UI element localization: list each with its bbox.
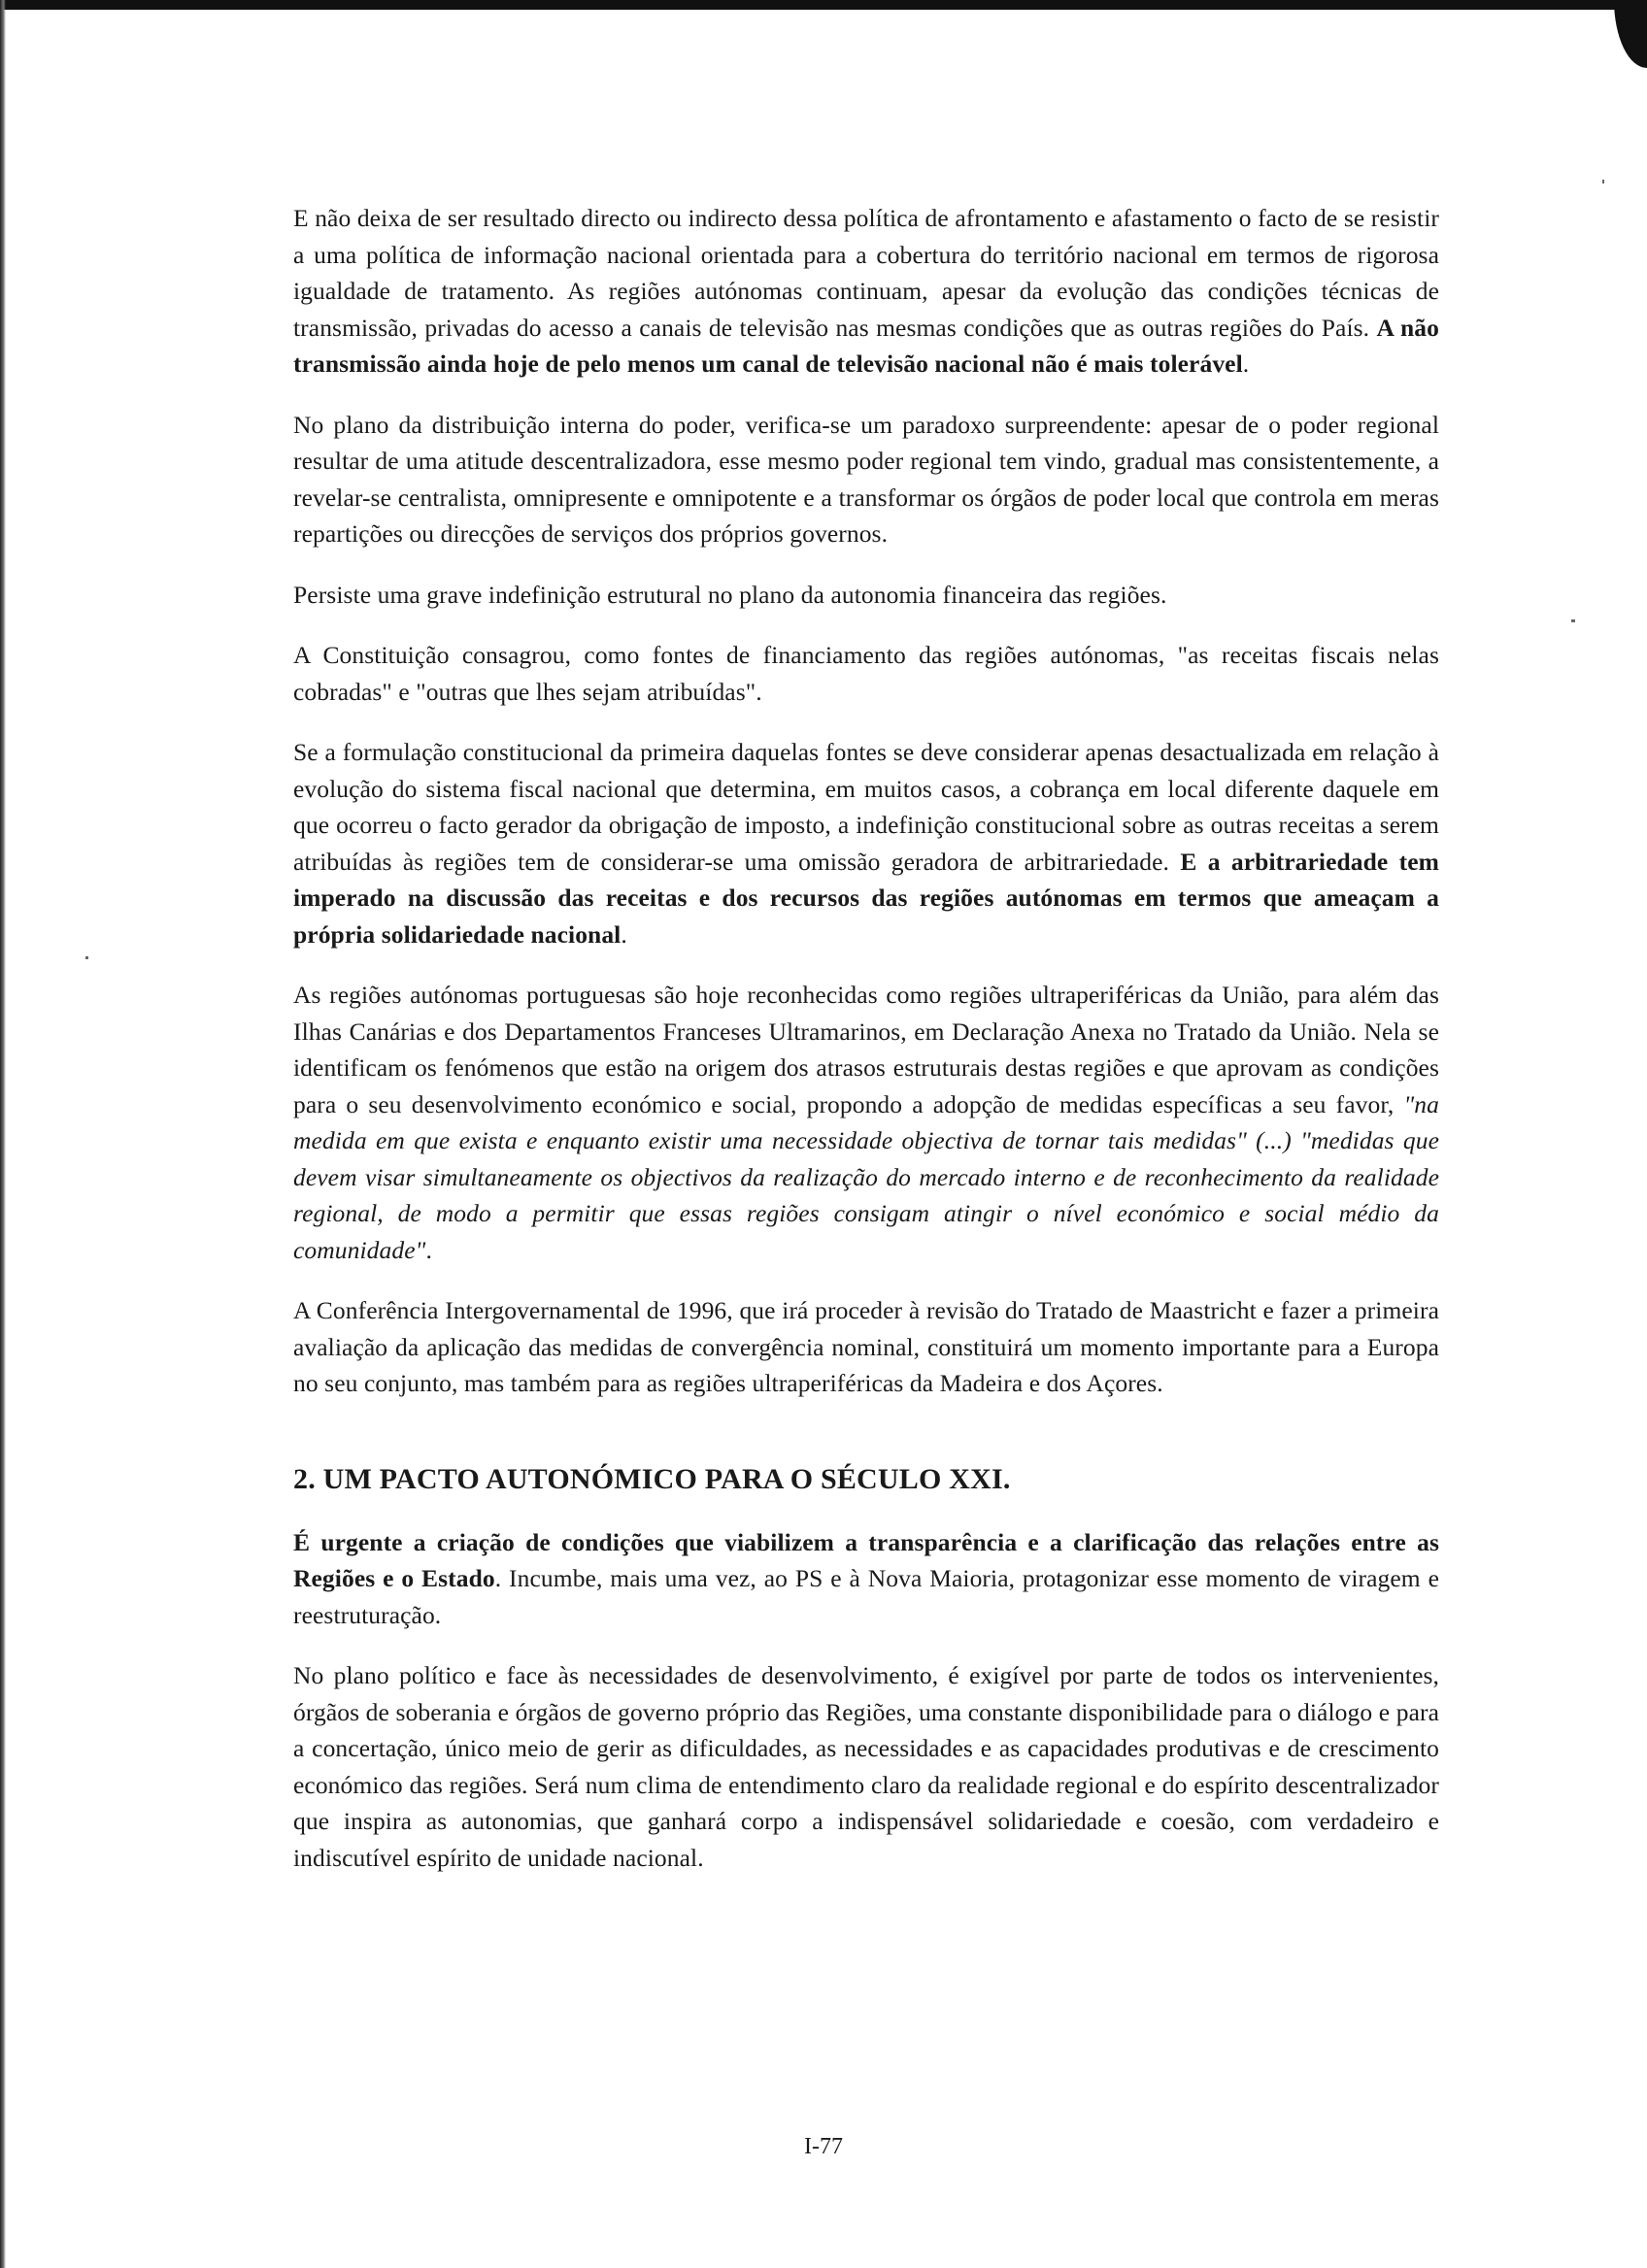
paragraph-intergovernmental-conference (293, 1292, 1439, 1402)
paragraph-text: A Constituição consagrou, como fontes de financiamento das regiões autónomas, "as receitas fiscais nelas cobradas" e "outras que lhes sejam atribuídas". (293, 641, 1439, 706)
paragraph-television-policy (293, 200, 1439, 383)
paragraph-urgent-transparency (293, 1524, 1439, 1634)
paragraph-end: . (621, 919, 627, 949)
paragraph-constitution-sources (293, 637, 1439, 710)
scan-corner-fold (1614, 0, 1647, 68)
paragraph-ultraperipheral-regions (293, 977, 1439, 1268)
paragraph-text: E não deixa de ser resultado directo ou indirecto dessa política de afrontamento e afastamento o facto de se resistir a uma política de informação nacional orientada para a cobertura do território nacional em termos de rigorosa igualdade de tratamento. As regiões autónomas continuam, apesar da evolução das condições técnicas de transmissão, privadas do acesso a canais de televisão nas mesmas condições que as outras regiões do País. (293, 204, 1439, 342)
emphasis-text: A não transmissão ainda hoje de pelo menos um canal de televisão nacional não é mais tolerável (293, 313, 1439, 378)
section-heading: 2. UM PACTO AUTONÓMICO PARA O SÉCULO XXI. (293, 1462, 1011, 1495)
scan-border-left (0, 0, 6, 2268)
quotation-text: "na medida em que exista e enquanto existir uma necessidade objectiva de tornar tais medidas" (...) "medidas que devem visar simultaneamente os objectivos da realização do mercado interno e de reconhecimento da realidade regional, de modo a permitir que essas regiões consigam atingir o nível económico e social médio da comunidade" (293, 1089, 1439, 1264)
paragraph-end: . (425, 1235, 432, 1264)
scan-speck (1571, 619, 1575, 622)
emphasis-text: É urgente a criação de condições que viabilizem a transparência e a clarificação das relações entre as Regiões e o Estado (293, 1527, 1439, 1592)
emphasis-text: E a arbitrariedade tem imperado na discussão das receitas e dos recursos das regiões autónomas em termos que ameaçam a própria solidariedade nacional (293, 847, 1439, 949)
page-body (293, 200, 1439, 1900)
paragraph-end: . (1242, 350, 1250, 378)
paragraph-text: Persiste uma grave indefinição estrutural no plano da autonomia financeira das regiões. (293, 580, 1167, 609)
scan-speck (85, 956, 88, 959)
scan-border-top (0, 0, 1647, 10)
paragraph-text: Se a formulação constitucional da primeira daquelas fontes se deve considerar apenas desactualizada em relação à evolução do sistema fiscal nacional que determina, em muitos casos, a cobrança em local diferente daquele em que ocorreu o facto gerador da obrigação de imposto, a indefinição constitucional sobre as outras receitas a serem atribuídas às regiões tem de considerar-se uma omissão geradora de arbitrariedade. (293, 738, 1439, 876)
scan-speck (1602, 180, 1604, 183)
page-number: I-77 (804, 2134, 843, 2159)
paragraph-text: As regiões autónomas portuguesas são hoje reconhecidas como regiões ultraperiféricas da União, para além das Ilhas Canárias e dos Departamentos Franceses Ultramarinos, em Declaração Anexa no Tratado da União. Nela se identificam os fenómenos que estão na origem dos atrasos estruturais destas regiões e que aprovam as condições para o seu desenvolvimento económico e social, propondo a adopção de medidas específicas a seu favor, (293, 981, 1439, 1118)
paragraph-text: . Incumbe, mais uma vez, ao PS e à Nova Maioria, protagonizar esse momento de viragem e reestruturação. (293, 1564, 1439, 1629)
paragraph-fiscal-formulation (293, 734, 1439, 952)
paragraph-financial-autonomy (293, 577, 1439, 614)
paragraph-text: A Conferência Intergovernamental de 1996, que irá proceder à revisão do Tratado de Maastricht e fazer a primeira avaliação da aplicação das medidas de convergência nominal, constituirá um momento importante para a Europa no seu conjunto, mas também para as regiões ultraperiféricas da Madeira e dos Açores. (293, 1296, 1439, 1397)
paragraph-political-dialogue (293, 1657, 1439, 1876)
paragraph-text: No plano da distribuição interna do poder, verifica-se um paradoxo surpreendente: apesar de o poder regional resultar de uma atitude descentralizadora, esse mesmo poder regional tem vindo, gradual mas consistentemente, a revelar-se centralista, omnipresente e omnipotente e a transformar os órgãos de poder local que controla em meras repartições ou direcções de serviços dos próprios governos. (293, 410, 1439, 548)
paragraph-text: No plano político e face às necessidades de desenvolvimento, é exigível por parte de todos os intervenientes, órgãos de soberania e órgãos de governo próprio das Regiões, uma constante disponibilidade para o diálogo e para a concertação, único meio de gerir as dificuldades, as necessidades e as capacidades produtivas e de crescimento económico das regiões. Será num clima de entendimento claro da realidade regional e do espírito descentralizador que inspira as autonomias, que ganhará corpo a indispensável solidariedade e coesão, com verdadeiro e indiscutível espírito de unidade nacional. (293, 1661, 1439, 1872)
paragraph-regional-power (293, 407, 1439, 552)
